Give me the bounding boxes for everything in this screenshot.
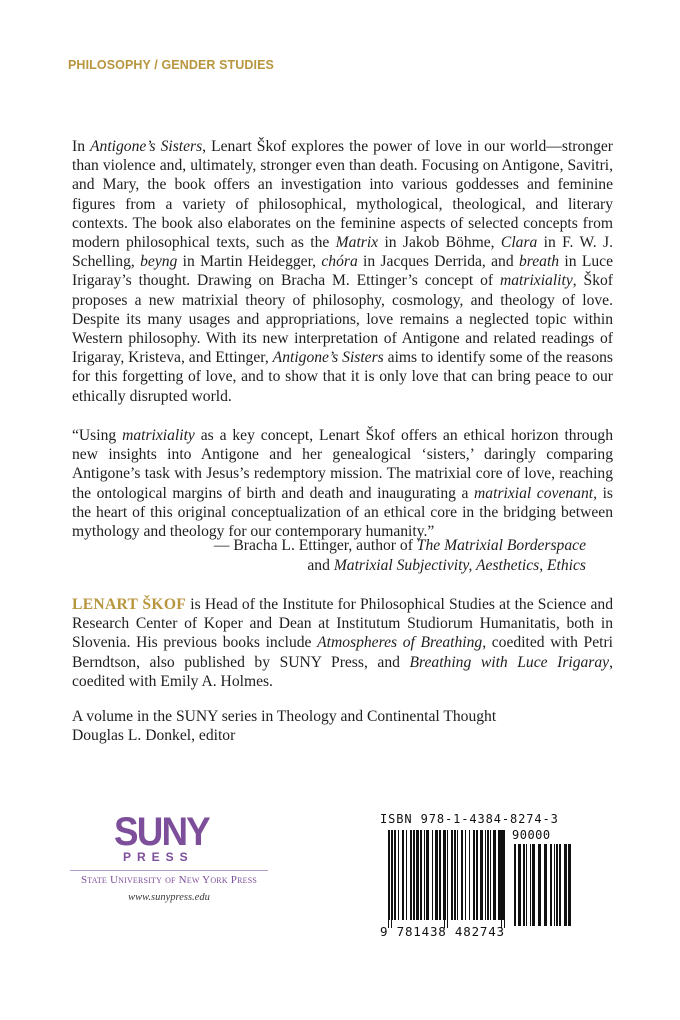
isbn-barcode [374, 812, 584, 952]
endorsement-quote: “Using matrixiality as a key concept, Lenart Škof offers an ethical horizon through new insights into Antigone and her genealogical ‘sisters,’ daringly comparing Antigone’s task with Jesus’s redemptory mission. The matrixial core of love, reaching the ontological margins of birth and death and inaugurating a matrixial covenant, is the heart of this original conceptualization of an ethical core in the bridging between mythology and theology for our contemporary humanity.” [72, 427, 613, 541]
book-description: In Antigone’s Sisters, Lenart Škof explores the power of love in our world—stronger than violence and, ultimately, stronger even than death. Focusing on Antigone, Savitri, and Mary, the book offers an investigation into various goddesses and feminine figures from a variety of philosophical, mythological, theological, and literary contexts. The book also elaborates on the feminine aspects of selected concepts from modern philosophical texts, such as the Matrix in Jakob Böhme, Clara in F. W. J. Schelling, beyng in Martin Heidegger, chóra in Jacques Derrida, and breath in Luce Irigaray’s thought. Drawing on Bracha M. Ettinger’s concept of matrixiality, Škof proposes a new matrixial theory of philosophy, cosmology, and theology of love. Despite its many usages and appropriations, love remains a neglected topic within Western philosophy. With its new interpretation of Antigone and related readings of Irigaray, Kristeva, and Ettinger, Antigone’s Sisters aims to identify some of the reasons for this forgetting of love, and to show that it is only love that can bring peace to our ethically disrupted world. [72, 138, 613, 405]
publisher-name: State University of New York Press [80, 874, 257, 886]
logo-divider [70, 870, 268, 871]
series-editor: Douglas L. Donkel, editor [72, 727, 236, 745]
category-label: PHILOSOPHY / GENDER STUDIES [68, 58, 274, 72]
price-addon-digits: 90000 [512, 828, 551, 842]
publisher-url: www.sunypress.edu [128, 892, 210, 903]
isbn-number: ISBN 978-1-4384-8274-3 [380, 812, 559, 826]
series-note [72, 707, 613, 745]
barcode-digits: 9 781438 482743 [380, 924, 505, 939]
barcode-bars [374, 828, 584, 928]
series-line: A volume in the SUNY series in Theology and Continental Thought [72, 708, 497, 725]
quote-attribution: — Bracha L. Ettinger, author of The Matrixial Borderspace and Matrixial Subjectivity, Aesthetics, Ethics [213, 537, 586, 574]
press-wordmark: PRESS [123, 850, 194, 864]
author-bio: LENART ŠKOF is Head of the Institute for Philosophical Studies at the Science and Research Center of Koper and Dean at Institutum Studiorum Humanitatis, both in Slovenia. His previous books include Atmospheres of Breathing, coedited with Petri Berndtson, also published by SUNY Press, and Breathing with Luce Irigaray, coedited with Emily A. Holmes. [72, 596, 614, 690]
suny-wordmark: SUNY [114, 810, 209, 854]
author-name: LENART ŠKOF [72, 596, 187, 613]
